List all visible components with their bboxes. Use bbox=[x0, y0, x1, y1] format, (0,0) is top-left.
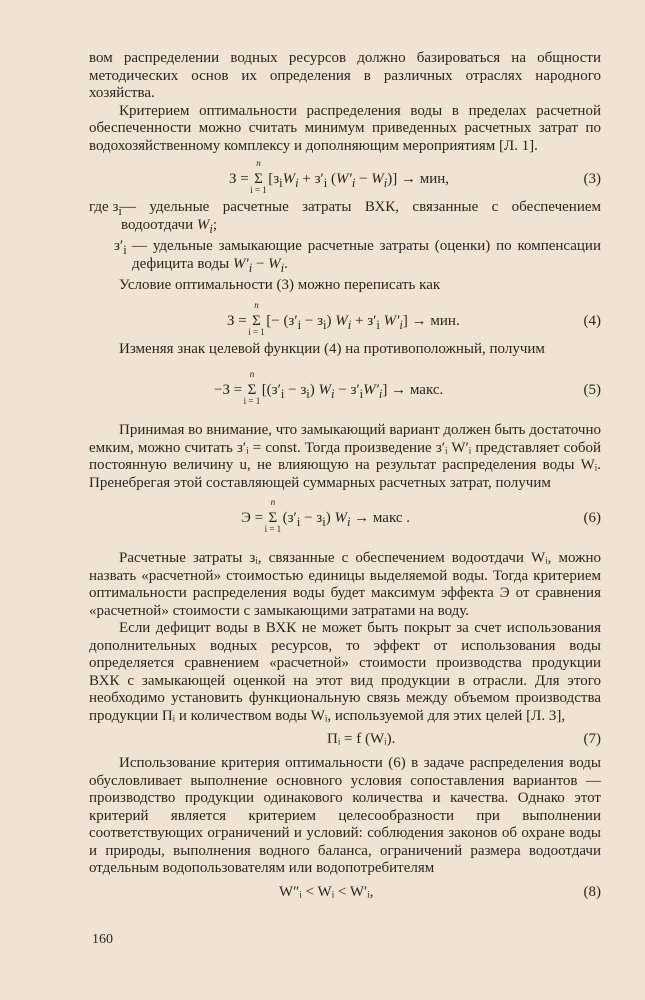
equation-number: (4) bbox=[583, 312, 601, 329]
sum-sign: Σ n i = 1 bbox=[243, 369, 261, 406]
equation-6: Э = Σ n i = 1 $(з'_i - з_i) W_i$ → макс . (6) bbox=[241, 497, 601, 534]
paragraph: Если дефицит воды в ВХК не может быть покрыт за счет использования дополнительных водных ресурсов, то эффект от использования воды определяется сравнением «расчетной» стоимости производства продукции ВХК с замыкающей оценкой на этот вид продукции в отрасли. Для этого необходимо установить функциональную связь между объемом производства продукции Пᵢ и количеством воды Wᵢ, используемой для этих целей [Л. 3], bbox=[89, 620, 601, 724]
equation-number: (3) bbox=[583, 171, 601, 187]
equation-3: З = Σ n i = 1 [$з_iW_i + з'_i$ $(W'_i - W_i)$] → мин, (3) bbox=[229, 158, 601, 195]
sum-sign: Σ n i = 1 bbox=[250, 158, 267, 195]
paragraph: вом распределении водных ресурсов должно базироваться на общности методических основ их определения в различных отраслях народного хозяйства. bbox=[89, 50, 601, 101]
sum-sign: Σ n i = 1 bbox=[248, 299, 265, 337]
paragraph: Принимая во внимание, что замыкающий вариант должен быть достаточно емким, можно считать з′ᵢ = const. Тогда произведение з′ᵢ W′ᵢ представляет собой постоянную величину u, не влияющую на результат распределения воды Wᵢ. Пренебрегая этой составляющей суммарных расчетных затрат, получим bbox=[89, 422, 601, 491]
page-number: 160 bbox=[92, 932, 113, 947]
equation-number: (7) bbox=[583, 731, 601, 747]
equation-5: −З = Σ n i = 1 $[(з'_i - з_i) W_i - з'_iW'_i]$ → макс. (5) bbox=[214, 369, 601, 406]
paragraph: Изменяя знак целевой функции (4) на противоположный, получим bbox=[119, 340, 545, 357]
text-column bbox=[89, 50, 601, 908]
equation-number: (6) bbox=[583, 510, 601, 526]
paragraph: Критерием оптимальности распределения воды в пределах расчетной обеспеченности можно считать минимум приведенных расчетных затрат по водохозяйственному комплексу и дополняющим мероприятиям [Л. 1]. bbox=[89, 102, 601, 154]
equation-number: (8) bbox=[583, 883, 601, 900]
paragraph: Условие оптимальности (3) можно переписать как bbox=[119, 277, 441, 293]
equation-4: З = Σ n i = 1 [− $(з'_i - з_i) W_i + з'_i$ $W'_i$] → мин. (4) bbox=[227, 299, 601, 337]
paragraph: Использование критерия оптимальности (6) в задаче распределения воды обусловливает выполнение основного условия сопоставления вариантов — производство продукции одинакового количества и качества. Однако этот критерий является критерием целесообразности при выполнении соответствующих ограничений и условий: соблюдения законов об охране воды и природы, выполнения водного баланса, ограничений размера водоотдачи отдельным водопользователям или водопотребителям bbox=[89, 755, 601, 876]
definition-1: где $з_i$ — удельные расчетные затраты ВХК, связанные с обеспечением водоотдачи $W_i$; bbox=[89, 199, 601, 236]
paragraph: Расчетные затраты зᵢ, связанные с обеспечением водоотдачи Wᵢ, можно назвать «расчетной» стоимостью единицы выделяемой воды. Тогда критерием оптимальности распределения воды будет максимум эффекта Э от сравнения «расчетной» стоимости с замыкающими затратами на воду. bbox=[89, 550, 601, 619]
sum-sign: Σ n i = 1 bbox=[264, 497, 282, 534]
definition-2: $з'_i$ — удельные замыкающие расчетные затраты (оценки) по компенсации дефицита воды $W'_i - W_i$. bbox=[114, 238, 601, 275]
equation-7: Пᵢ = f (Wᵢ). (7) bbox=[327, 731, 601, 747]
equation-number: (5) bbox=[583, 382, 601, 398]
equation-8: W″ᵢ < Wᵢ < W′ᵢ, (8) bbox=[279, 883, 601, 900]
